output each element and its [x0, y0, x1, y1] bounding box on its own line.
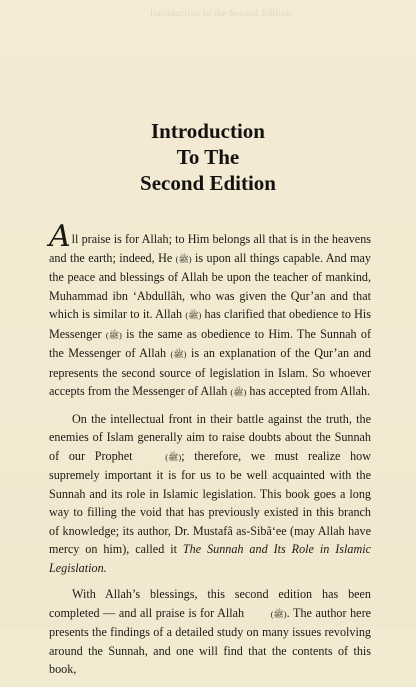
p1-text-6: has accepted from Allah. — [246, 384, 371, 398]
p1-text-1: ll praise is for Allah; to Him belongs all that is in the heavens and the earth; indeed, He — [49, 232, 371, 265]
honorific-glyph: (ﷺ) — [165, 451, 182, 462]
honorific-glyph: (ﷺ) — [170, 349, 187, 359]
p2-text-2: ; therefore, we must realize how supremely important it is for us to be well acquainted with the Sunnah and its role in Islamic legislation. This book goes a long way to filling the void that has previously existed in this branch of knowledge; its author, Dr. Mustafâ as-Sibâ‘ee (may Allah have mercy on him), called it — [49, 448, 371, 556]
p3-text-2: . The author here presents the findings of a detailed study on many issues revolving around the Sunnah, and one will find that the contents of this book, — [49, 605, 371, 676]
drop-cap: A — [49, 219, 71, 254]
heading-line-1: Introduction — [151, 119, 265, 143]
chapter-heading — [0, 118, 416, 196]
p3-text-1: With Allah’s blessings, this second edition has been completed — and all praise is for Allah — [49, 587, 371, 620]
p1-text-5: is an explanation of the Qur’an and represents the second source of legislation in Islam. So whoever accepts from the Messenger of Allah — [49, 346, 371, 398]
honorific-glyph: (ﷺ) — [230, 387, 247, 397]
paragraph-1 — [49, 219, 371, 402]
p1-text-2: is upon all things capable. And may the peace and blessings of Allah be upon the teacher of mankind, Muhammad ibn ‘Abdullâh, who was given the Qur’an and that which is similar to it. Allah — [49, 250, 371, 321]
heading-line-3: Second Edition — [140, 171, 276, 195]
book-title: The Sunnah and Its Role in Islamic Legislation. — [49, 542, 371, 575]
p1-text-3: has clarified that obedience to His Messenger — [49, 307, 371, 341]
honorific-glyph: (ﷺ) — [175, 253, 192, 264]
body-text — [49, 219, 371, 687]
honorific-glyph: (ﷺ) — [185, 310, 202, 320]
p2-text-1: On the intellectual front in their battle against the truth, the enemies of Islam generally aim to raise doubts about the Sunnah of our Prophet — [49, 411, 371, 463]
p1-text-4: is the same as obedience to Him. The Sunnah of the Messenger of Allah — [49, 326, 371, 360]
paragraph-3 — [49, 585, 371, 679]
paragraph-2 — [49, 410, 371, 578]
heading-line-2: To The — [176, 145, 240, 169]
running-header-bleedthrough: Introduction to the Second Edition — [150, 8, 292, 18]
honorific-glyph: (ﷺ) — [270, 608, 287, 619]
honorific-glyph: (ﷺ) — [105, 329, 122, 340]
